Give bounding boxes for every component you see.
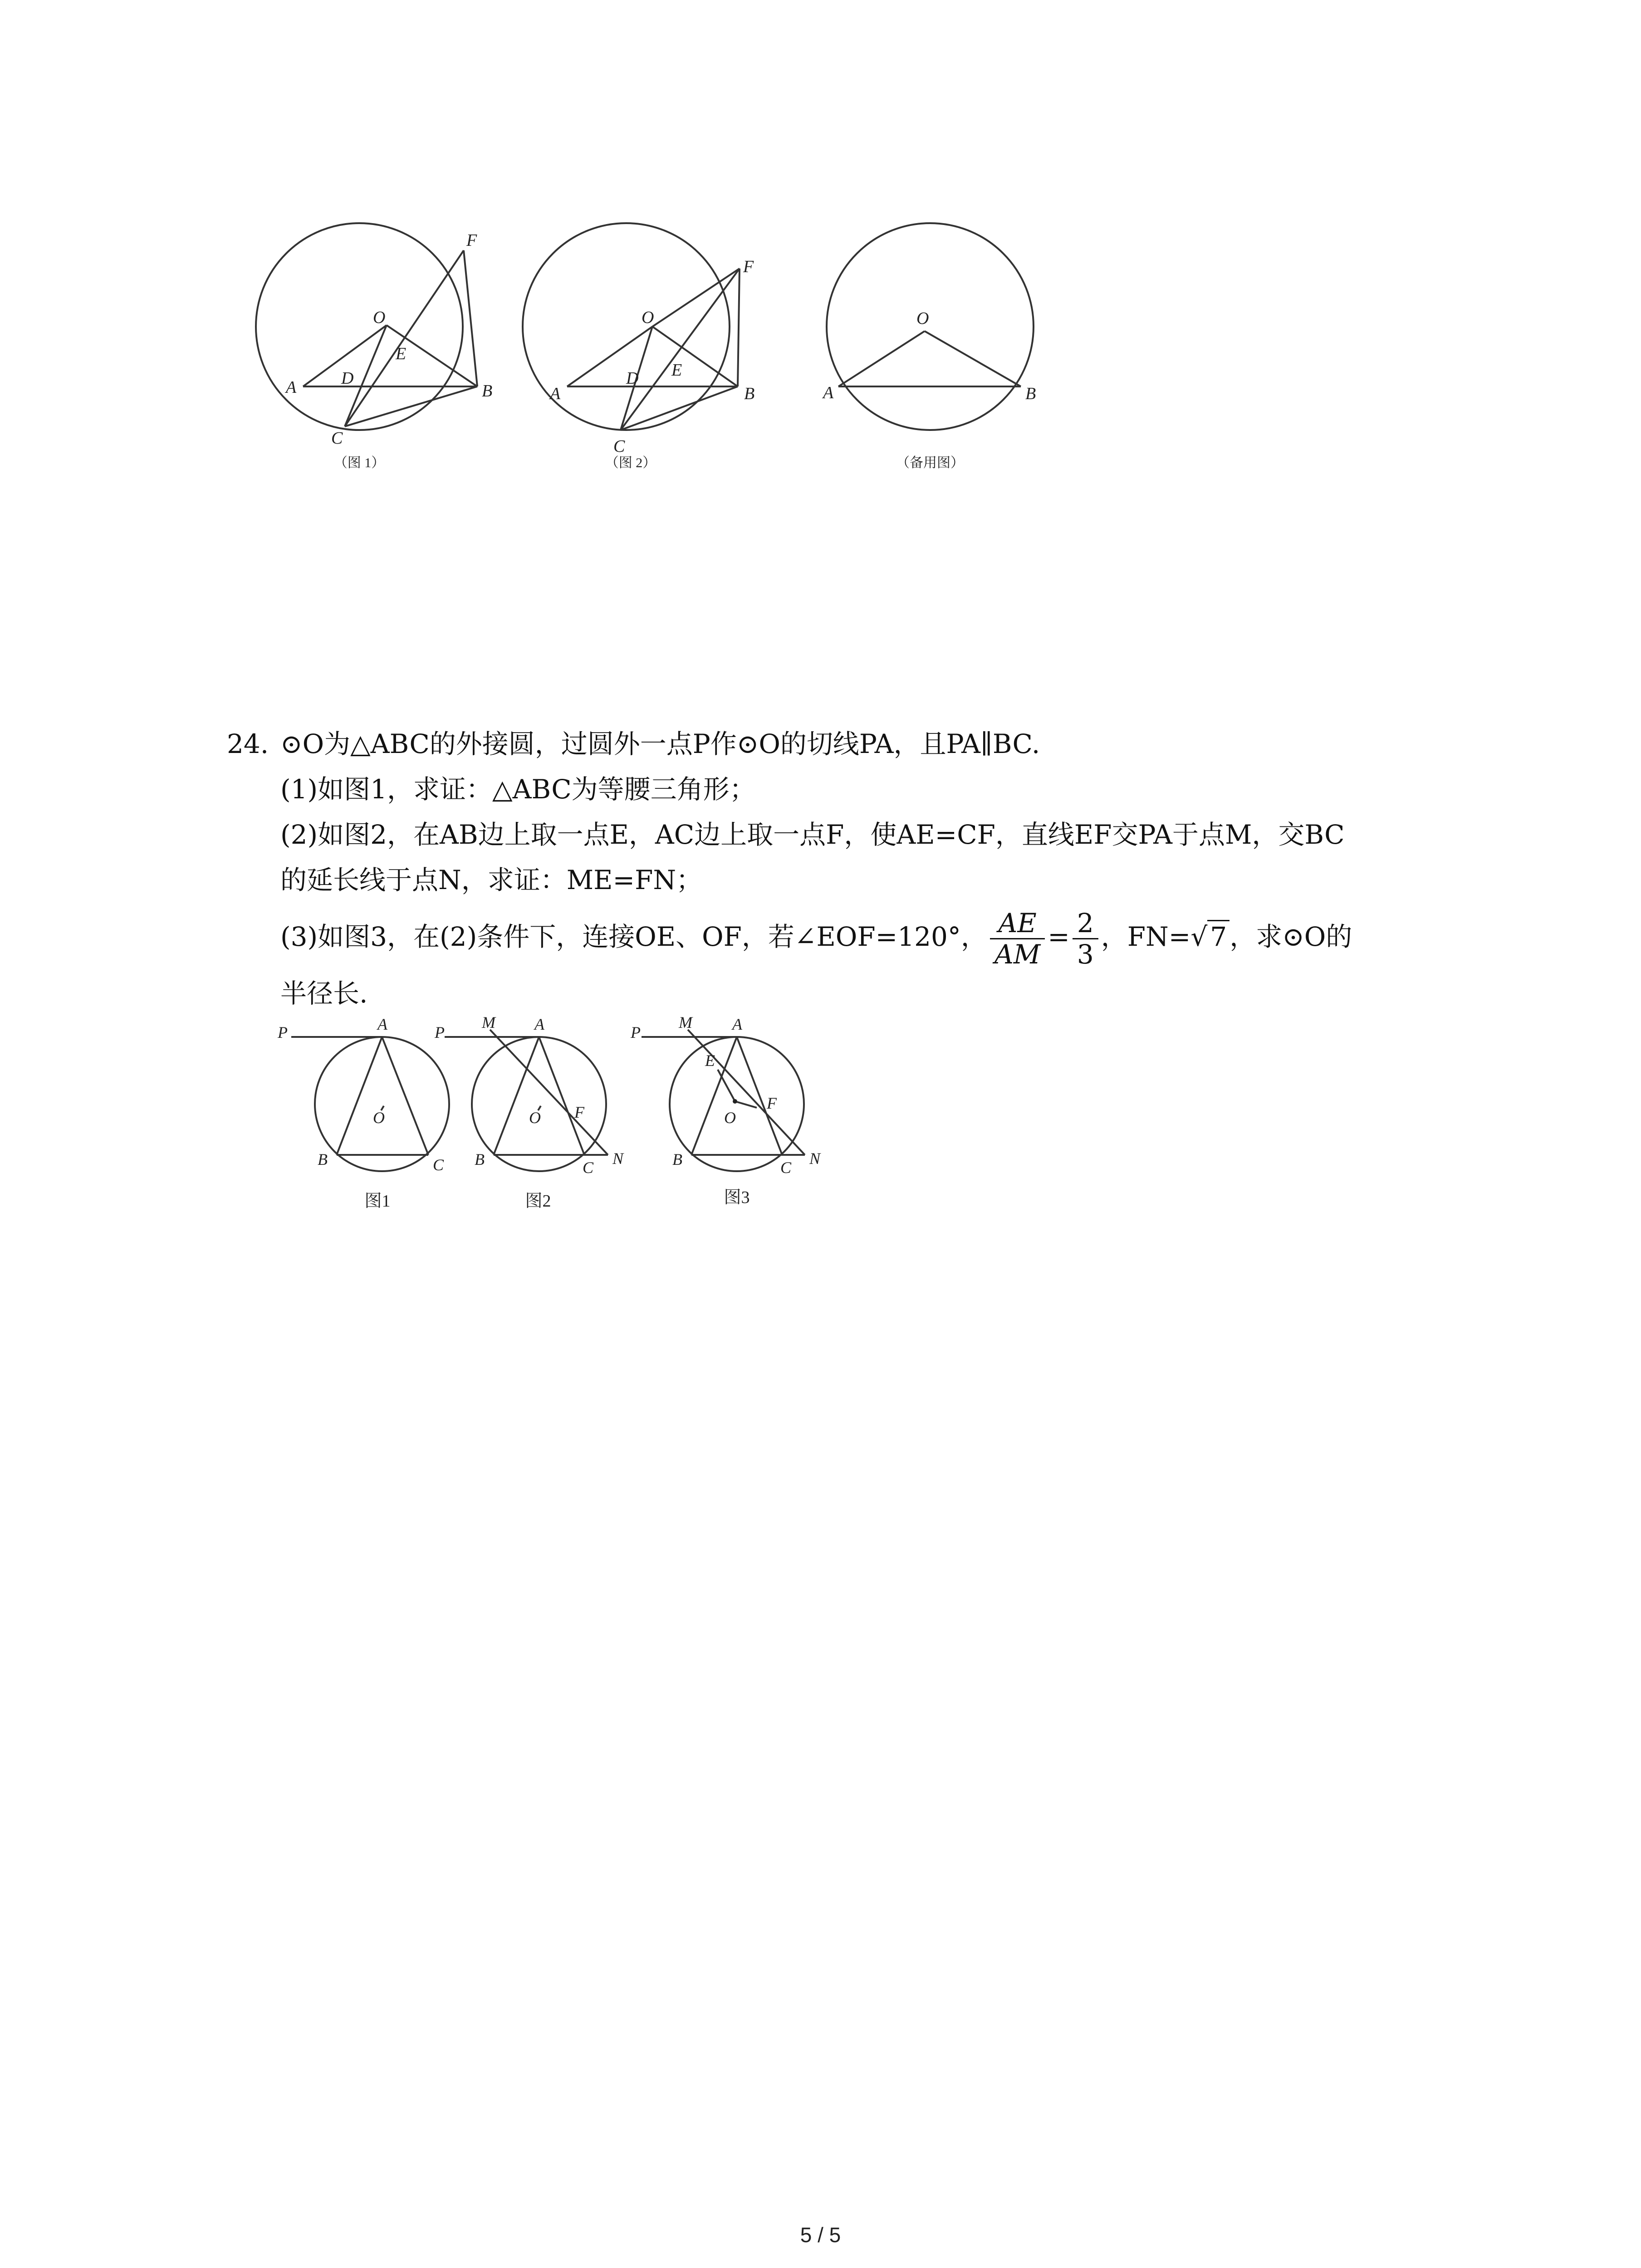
- problem-part3-line2: 半径长.: [280, 978, 368, 1009]
- top-fig3-label-b: B: [1025, 384, 1036, 403]
- bottom-fig2-caption: 图2: [525, 1192, 551, 1211]
- top-fig1-diagram: [256, 223, 477, 430]
- bottom-fig3-caption: 图3: [724, 1188, 750, 1207]
- top-fig1-label-e: E: [396, 344, 407, 363]
- bottom-fig3-label-e: E: [705, 1051, 715, 1070]
- top-fig3-label-a: A: [823, 383, 834, 402]
- problem-part3-text-b: ，FN=: [1101, 921, 1191, 952]
- problem-number: 24.: [227, 728, 269, 759]
- top-fig1-label-o: O: [373, 308, 386, 327]
- problem-part2-line1: (2)如图2，在AB边上取一点E，AC边上取一点F，使AE=CF，直线EF交PA于点M，交BC: [280, 819, 1345, 850]
- top-fig1-caption: （图 1）: [333, 455, 385, 470]
- fraction-value-denominator: 3: [1077, 939, 1094, 970]
- top-fig3-diagram: [827, 223, 1034, 430]
- bottom-fig2-label-b: B: [475, 1150, 485, 1168]
- bottom-fig1-label-c: C: [433, 1156, 444, 1174]
- problem-part1: (1)如图1，求证：△ABC为等腰三角形；: [280, 774, 756, 805]
- bottom-fig1-diagram: [291, 1037, 449, 1171]
- top-fig2-label-a: A: [550, 384, 561, 403]
- bottom-fig3-label-n: N: [809, 1149, 821, 1168]
- bottom-fig3-label-m: M: [679, 1013, 692, 1031]
- fraction-numerator: AE: [990, 908, 1045, 940]
- problem-part3-text-a: (3)如图3，在(2)条件下，连接OE、OF，若∠EOF=120°，: [280, 921, 987, 952]
- bottom-fig3-label-c: C: [780, 1158, 792, 1177]
- problem-part3-line1: [227, 903, 1429, 971]
- bottom-figures: [254, 1012, 889, 1225]
- bottom-fig1-label-o: O: [373, 1109, 385, 1127]
- bottom-fig2-label-o: O: [529, 1109, 541, 1127]
- bottom-fig2-label-p: P: [435, 1023, 445, 1041]
- bottom-fig1-label-a: A: [377, 1015, 387, 1033]
- problem-24: [227, 721, 1429, 1016]
- bottom-fig2-label-f: F: [574, 1103, 584, 1121]
- top-fig2-label-b: B: [744, 384, 755, 403]
- problem-part3-text-c: ，求⊙O的: [1230, 921, 1352, 952]
- top-fig1-label-d: D: [341, 369, 354, 388]
- top-fig2-label-o: O: [642, 308, 654, 327]
- top-fig1-label-c: C: [331, 429, 343, 448]
- fraction-denominator: AM: [994, 939, 1041, 970]
- sqrt-radicand: 7: [1207, 920, 1230, 952]
- problem-stem: ⊙O为△ABC的外接圆，过圆外一点P作⊙O的切线PA，且PA∥BC.: [280, 728, 1040, 759]
- fraction-two-thirds: [1073, 908, 1098, 970]
- bottom-fig1-caption: 图1: [364, 1192, 391, 1211]
- top-fig3-label-o: O: [916, 309, 929, 328]
- fraction-value-numerator: 2: [1073, 908, 1098, 940]
- sqrt-seven: √ 7: [1190, 920, 1230, 952]
- top-fig2-caption: （图 2）: [605, 455, 656, 470]
- bottom-fig2-diagram: [445, 1030, 608, 1171]
- bottom-fig1-label-p: P: [278, 1023, 288, 1041]
- top-fig1-label-a: A: [286, 378, 297, 397]
- bottom-fig2-label-m: M: [482, 1013, 495, 1031]
- fraction-ae-am: [990, 908, 1045, 970]
- bottom-fig1-label-b: B: [318, 1150, 328, 1168]
- top-fig2-label-f: F: [743, 257, 754, 276]
- bottom-fig3-label-f: F: [767, 1094, 777, 1112]
- bottom-fig2-label-c: C: [583, 1158, 594, 1177]
- top-fig2-label-d: D: [626, 369, 639, 388]
- top-fig1-label-b: B: [482, 381, 493, 401]
- top-figures: [254, 200, 1080, 490]
- top-fig2-label-c: C: [613, 437, 625, 456]
- bottom-fig3-label-o: O: [724, 1109, 736, 1127]
- bottom-fig3-label-b: B: [672, 1150, 682, 1168]
- problem-part2-line2: 的延长线于点N，求证：ME=FN；: [280, 865, 703, 895]
- top-fig2-label-e: E: [671, 361, 682, 380]
- bottom-fig3-label-a: A: [732, 1015, 742, 1033]
- bottom-fig3-label-p: P: [631, 1023, 641, 1041]
- bottom-fig3-diagram: [642, 1030, 805, 1171]
- bottom-fig2-label-n: N: [612, 1149, 624, 1168]
- top-fig3-caption: （备用图）: [896, 455, 964, 470]
- equals-sign: =: [1048, 921, 1070, 952]
- top-fig1-label-f: F: [466, 231, 477, 250]
- problem-stem-line: [227, 721, 1429, 767]
- page-number: 5 / 5: [800, 2223, 841, 2247]
- bottom-fig2-label-a: A: [534, 1015, 544, 1033]
